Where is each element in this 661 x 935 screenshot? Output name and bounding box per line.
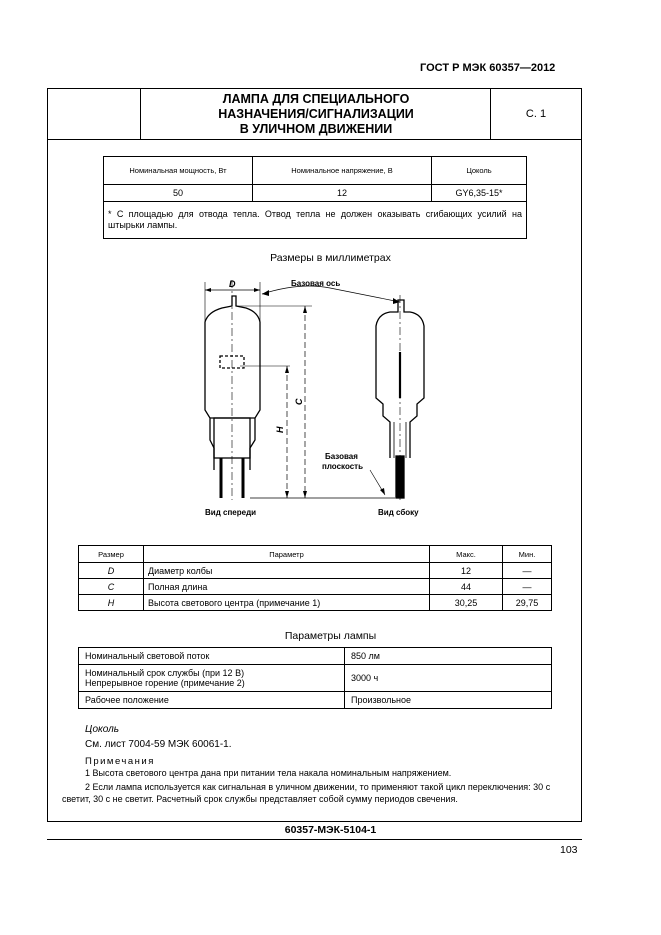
cell-max: 12: [430, 563, 503, 579]
title-line-3: В УЛИЧНОМ ДВИЖЕНИИ: [239, 122, 393, 136]
cell-max: 30,25: [430, 595, 503, 611]
standard-number: ГОСТ Р МЭК 60357—2012: [420, 62, 556, 74]
page-label: С. 1: [525, 108, 547, 120]
col-header-power: Номинальная мощность, Вт: [104, 157, 253, 185]
cell-min: —: [503, 579, 552, 595]
params-table: [78, 647, 552, 709]
label-side-view: Вид сбоку: [378, 508, 419, 517]
cell-param: Диаметр колбы: [144, 563, 430, 579]
page-number: 103: [560, 844, 578, 856]
params-caption: Параметры лампы: [284, 630, 377, 642]
table-row: [79, 692, 552, 709]
note-2: 2 Если лампа используется как сигнальная в уличном движении, то применяют такой цикл переключения: 30 с светит, 30 с не светит. Расчетный срок службы представляет собой сумму периодов свечения.: [62, 782, 551, 804]
footer-divider-bottom: [47, 839, 582, 840]
cell-base: GY6,35-15*: [432, 185, 527, 202]
cell-param: Высота светового центра (примечание 1): [144, 595, 430, 611]
base-heading: Цоколь: [85, 724, 120, 735]
col-header-param: Параметр: [144, 546, 430, 563]
cell-min: —: [503, 563, 552, 579]
label-d: D: [229, 279, 236, 289]
col-header-base: Цоколь: [432, 157, 527, 185]
cell-power: 50: [104, 185, 253, 202]
cell-dim: C: [79, 579, 144, 595]
col-header-min: Мин.: [503, 546, 552, 563]
label-front-view: Вид спереди: [205, 508, 257, 517]
cell-dim: D: [79, 563, 144, 579]
col-header-dim: Размер: [79, 546, 144, 563]
label-plane-1: Базовая: [325, 452, 358, 461]
param-value: Произвольное: [345, 692, 552, 709]
table-row: [79, 665, 552, 692]
param-name: Рабочее положение: [79, 692, 345, 709]
cell-min: 29,75: [503, 595, 552, 611]
label-plane-2: плоскость: [322, 462, 364, 471]
table-row: [79, 648, 552, 665]
col-header-max: Макс.: [430, 546, 503, 563]
notes-heading: Примечания: [85, 756, 155, 767]
param-value: 850 лм: [345, 648, 552, 665]
cell-dim: H: [79, 595, 144, 611]
param-value: 3000 ч: [345, 665, 552, 692]
table-row: [79, 563, 552, 579]
cell-max: 44: [430, 579, 503, 595]
cell-param: Полная длина: [144, 579, 430, 595]
sheet-code: 60357-МЭК-5104-1: [284, 824, 377, 836]
title-line-1: ЛАМПА ДЛЯ СПЕЦИАЛЬНОГО: [222, 92, 410, 106]
label-h: H: [275, 426, 285, 433]
title-line-2: НАЗНАЧЕНИЯ/СИГНАЛИЗАЦИИ: [218, 107, 414, 121]
base-reference: См. лист 7004-59 МЭК 60061-1.: [85, 739, 232, 750]
dimensions-table: [78, 545, 552, 611]
ratings-footnote: * С площадью для отвода тепла. Отвод тепла не должен оказывать сгибающих усилий на штырьки лампы.: [104, 202, 527, 239]
front-bulb-outline: [205, 296, 260, 470]
footer-divider-top: [47, 821, 582, 822]
param-name: Номинальный световой поток: [79, 648, 345, 665]
label-c: C: [294, 398, 304, 405]
dims-caption: Размеры в миллиметрах: [270, 252, 391, 264]
note-1: 1 Высота светового центра дана при питании тела накала номинальным напряжением.: [85, 768, 452, 778]
table-row: [79, 579, 552, 595]
table-row: [79, 595, 552, 611]
param-name: Номинальный срок службы (при 12 В) Непрерывное горение (примечание 2): [79, 665, 345, 692]
label-axis: Базовая ось: [291, 279, 341, 288]
col-header-voltage: Номинальное напряжение, В: [253, 157, 432, 185]
cell-voltage: 12: [253, 185, 432, 202]
